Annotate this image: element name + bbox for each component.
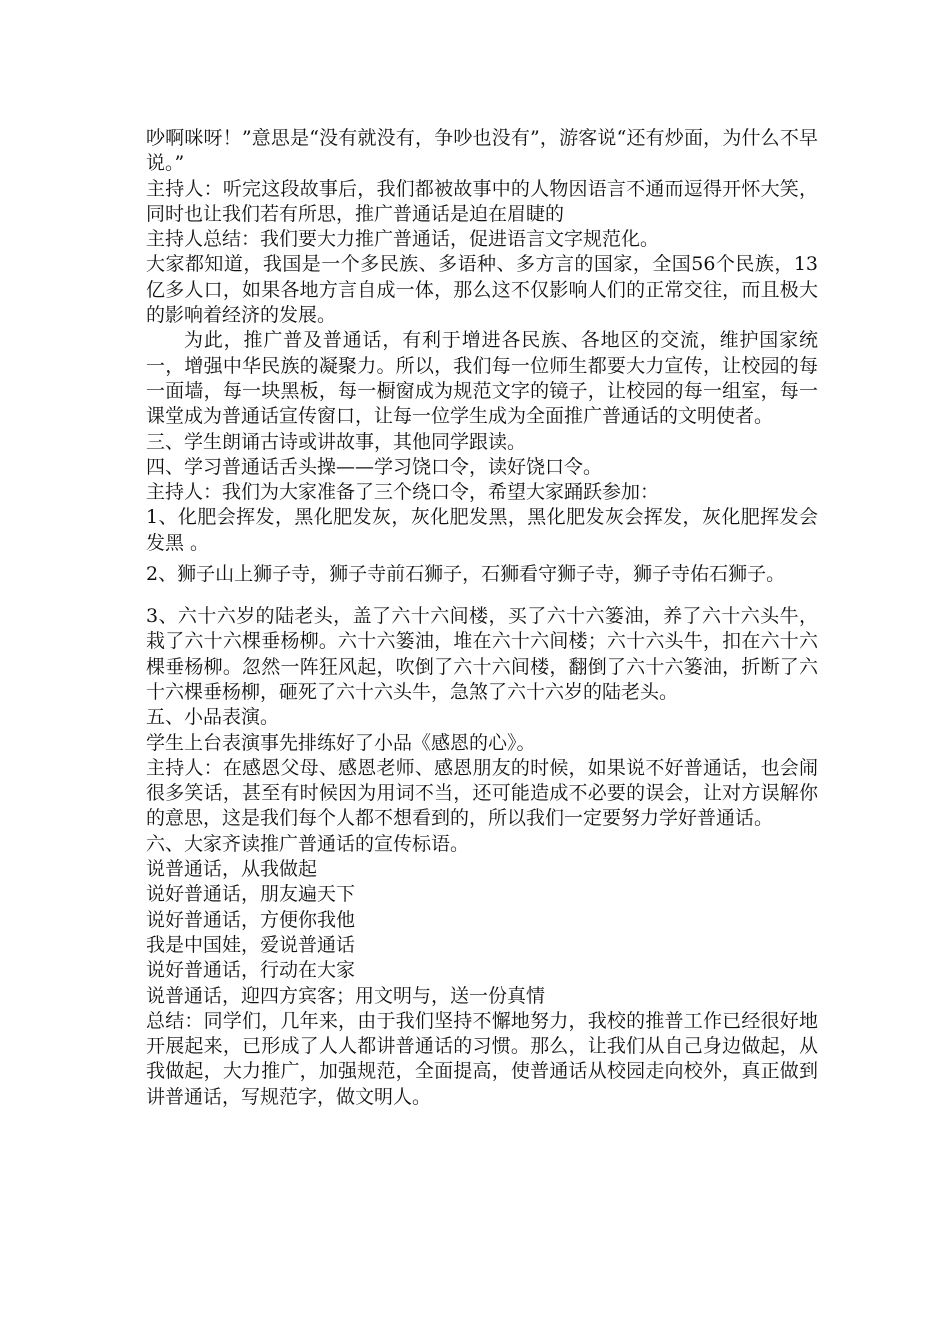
paragraph-country-intro: 大家都知道，我国是一个多民族、多语种、多方言的国家，全国56个民族，13亿多人口，如果各地方言自成一体，那么这不仅影响人们的正常交往，而且极大的影响着经济的发展。 xyxy=(146,253,818,327)
section-heading-six: 六、大家齐读推广普通话的宣传标语。 xyxy=(146,832,470,855)
slogan-3: 说好普通话，方便你我他 xyxy=(146,908,356,931)
slogan-6: 说普通话，迎四方宾客；用文明与，送一份真情 xyxy=(146,984,546,1007)
tongue-twister-2: 2、狮子山上狮子寺，狮子寺前石狮子，石狮看守狮子寺，狮子寺佑石狮子。 xyxy=(146,563,786,586)
slogan-2: 说好普通话，朋友遍天下 xyxy=(146,883,356,906)
slogan-1: 说普通话，从我做起 xyxy=(146,858,318,881)
paragraph-host-summary: 主持人总结：我们要大力推广普通话，促进语言文字规范化。 xyxy=(146,228,660,251)
document-body xyxy=(146,126,818,1110)
paragraph-tongue-twister-intro: 主持人：我们为大家准备了三个绕口令，希望大家踊跃参加： xyxy=(146,481,660,504)
tongue-twister-3: 3、六十六岁的陆老头，盖了六十六间楼，买了六十六篓油，养了六十六头牛，栽了六十六棵垂杨柳。六十六篓油，堆在六十六间楼；六十六头牛，扣在六十六棵垂杨柳。忽然一阵狂风起，吹倒了六十六间楼，翻倒了六十六篓油，折断了六十六棵垂杨柳，砸死了六十六头牛，急煞了六十六岁的陆老头。 xyxy=(146,605,818,703)
section-heading-four: 四、学习普通话舌头操——学习饶口令，读好饶口令。 xyxy=(146,455,603,478)
slogan-5: 说好普通话，行动在大家 xyxy=(146,959,356,982)
paragraph-promotion-purpose: 为此，推广普及普通话，有利于增进各民族、各地区的交流，维护国家统一，增强中华民族的凝聚力。所以，我们每一位师生都要大力宣传，让校园的每一面墙，每一块黑板，每一橱窗成为规范文字的镜子，让校园的每一组室，每一课堂成为普通话宣传窗口，让每一位学生成为全面推广普通话的文明使者。 xyxy=(146,329,818,428)
paragraph-conclusion: 总结：同学们，几年来，由于我们坚持不懈地努力，我校的推普工作已经很好地开展起来，已形成了人人都讲普通话的习惯。那么，让我们从自己身边做起，从我做起，大力推广，加强规范，全面提高，使普通话从校园走向校外，真正做到讲普通话，写规范字，做文明人。 xyxy=(146,1009,818,1108)
tongue-twister-1: 1、化肥会挥发，黑化肥发灰，灰化肥发黑，黑化肥发灰会挥发，灰化肥挥发会发黑 。 xyxy=(146,506,818,554)
paragraph-host-gratitude: 主持人：在感恩父母、感恩老师、感恩朋友的时候，如果说不好普通话，也会闹很多笑话，甚至有时候因为用词不当，还可能造成不必要的误会，让对方误解你的意思，这是我们每个人都不想看到的，所以我们一定要努力学好普通话。 xyxy=(146,756,818,830)
paragraph-skit: 学生上台表演事先排练好了小品《感恩的心》。 xyxy=(146,731,536,754)
paragraph-host-reflection: 主持人：听完这段故事后，我们都被故事中的人物因语言不通而逗得开怀大笑，同时也让我们若有所思，推广普通话是迫在眉睫的 xyxy=(146,177,818,225)
section-heading-five: 五、小品表演。 xyxy=(146,706,280,729)
slogan-4: 我是中国娃，爱说普通话 xyxy=(146,933,356,956)
paragraph-story-ending: 吵啊咪呀！”意思是“没有就没有，争吵也没有”，游客说“还有炒面，为什么不早说。” xyxy=(146,127,818,175)
section-heading-three: 三、学生朗诵古诗或讲故事，其他同学跟读。 xyxy=(146,430,527,453)
